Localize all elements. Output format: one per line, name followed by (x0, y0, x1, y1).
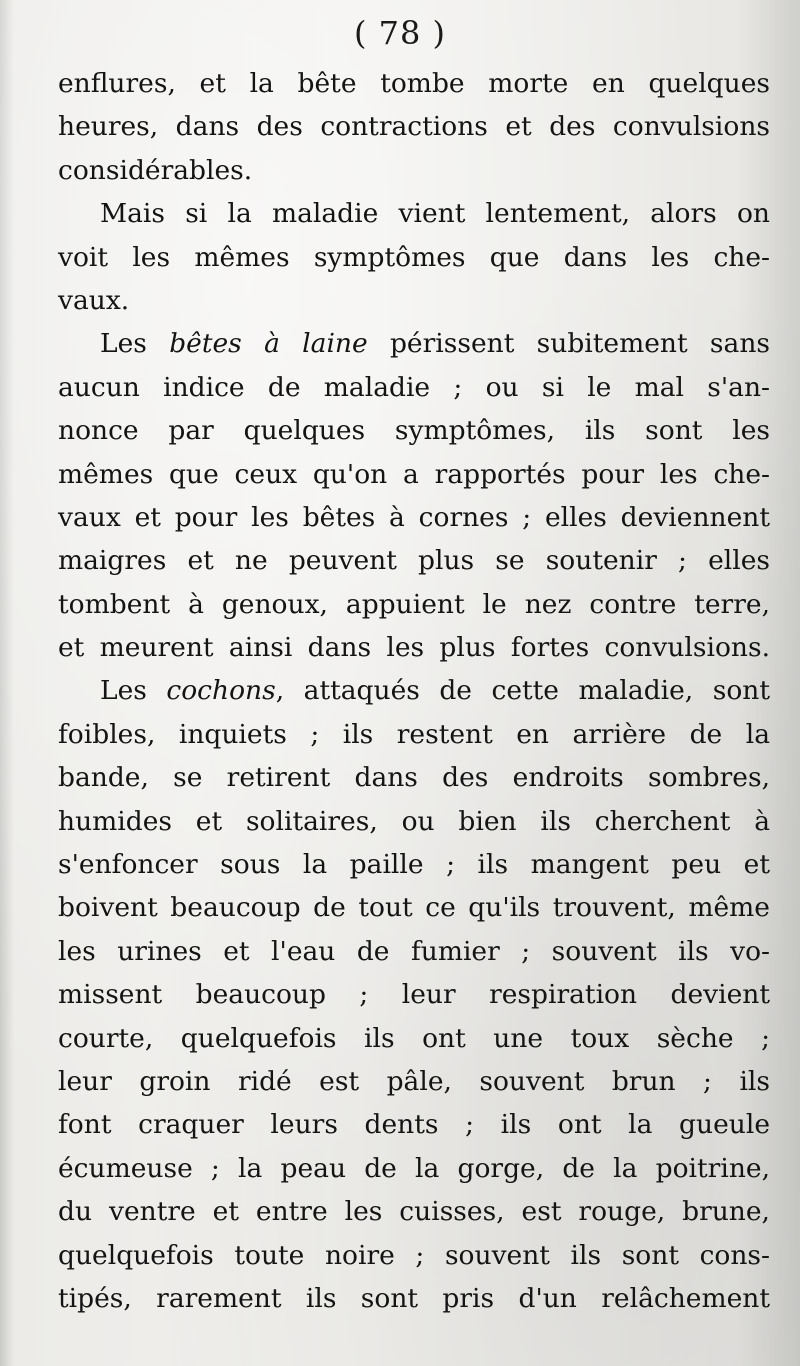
text-segment: quelquefois toute noire ; souvent ils sont cons- (58, 1239, 770, 1271)
text-line (58, 1147, 770, 1190)
text-line (58, 149, 770, 192)
text-segment: maigres et ne peuvent plus se soutenir ; elles (58, 545, 770, 577)
text-line (58, 930, 770, 973)
italic-text-segment: bêtes à laine (169, 328, 368, 360)
text-segment: vaux. (58, 284, 130, 316)
text-line (58, 886, 770, 929)
text-line (58, 409, 770, 452)
text-line (58, 366, 770, 409)
text-line (58, 756, 770, 799)
page-number: ( 78 ) (353, 14, 447, 52)
text-line (58, 1103, 770, 1146)
text-segment: foibles, inquiets ; ils restent en arrière de la (58, 718, 770, 750)
text-line (58, 105, 770, 148)
text-line (58, 279, 770, 322)
text-line (58, 496, 770, 539)
text-line (58, 236, 770, 279)
text-segment: voit les mêmes symptômes que dans les che- (58, 241, 770, 273)
text-line (58, 62, 770, 105)
text-segment: écumeuse ; la peau de la gorge, de la poitrine, (58, 1152, 770, 1184)
italic-text-segment: cochons (166, 675, 276, 707)
text-line (58, 973, 770, 1016)
text-segment: missent beaucoup ; leur respiration devient (58, 979, 770, 1011)
text-segment: vaux et pour les bêtes à cornes ; elles deviennent (58, 501, 770, 533)
text-line (58, 843, 770, 886)
text-segment: humides et solitaires, ou bien ils cherchent à (58, 805, 770, 837)
text-line (58, 453, 770, 496)
text-segment: leur groin ridé est pâle, souvent brun ; ils (58, 1065, 770, 1097)
text-line (58, 626, 770, 669)
text-line (58, 669, 770, 712)
text-segment: tipés, rarement ils sont pris d'un relâchement (58, 1282, 770, 1314)
text-segment: boivent beaucoup de tout ce qu'ils trouvent, même (58, 892, 770, 924)
text-segment: s'enfoncer sous la paille ; ils mangent peu et (58, 849, 770, 881)
body-text (58, 62, 770, 1320)
text-segment: aucun indice de maladie ; ou si le mal s'an- (58, 371, 770, 403)
text-line (58, 539, 770, 582)
text-line (58, 1234, 770, 1277)
text-line (58, 713, 770, 756)
text-line (58, 1060, 770, 1103)
text-segment: périssent subitement sans (367, 328, 770, 360)
text-segment: mêmes que ceux qu'on a rapportés pour les che- (58, 458, 770, 490)
text-segment: courte, quelquefois ils ont une toux sèche ; (58, 1022, 770, 1054)
text-segment: bande, se retirent dans des endroits sombres, (58, 762, 770, 794)
text-line (58, 1277, 770, 1320)
text-line (58, 1190, 770, 1233)
text-segment: Les (100, 328, 170, 360)
text-line (58, 800, 770, 843)
text-segment: enflures, et la bête tombe morte en quelques (58, 68, 770, 99)
text-segment: nonce par quelques symptômes, ils sont les (58, 415, 770, 447)
text-line (58, 583, 770, 626)
text-segment: du ventre et entre les cuisses, est rouge, brune, (58, 1196, 770, 1228)
text-segment: tombent à genoux, appuient le nez contre terre, (58, 588, 770, 620)
text-segment: les urines et l'eau de fumier ; souvent ils vo- (58, 935, 770, 967)
text-segment: heures, dans des contractions et des convulsions (58, 111, 770, 143)
text-segment: et meurent ainsi dans les plus fortes convulsions. (58, 632, 770, 664)
text-segment: Les (100, 675, 167, 707)
text-segment: Mais si la maladie vient lentement, alors on (100, 198, 770, 230)
text-line (58, 192, 770, 235)
text-segment: considérables. (58, 154, 253, 186)
text-line (58, 1017, 770, 1060)
text-segment: , attaqués de cette maladie, sont (275, 675, 771, 707)
text-segment: font craquer leurs dents ; ils ont la gueule (58, 1109, 770, 1141)
text-line (58, 322, 770, 365)
